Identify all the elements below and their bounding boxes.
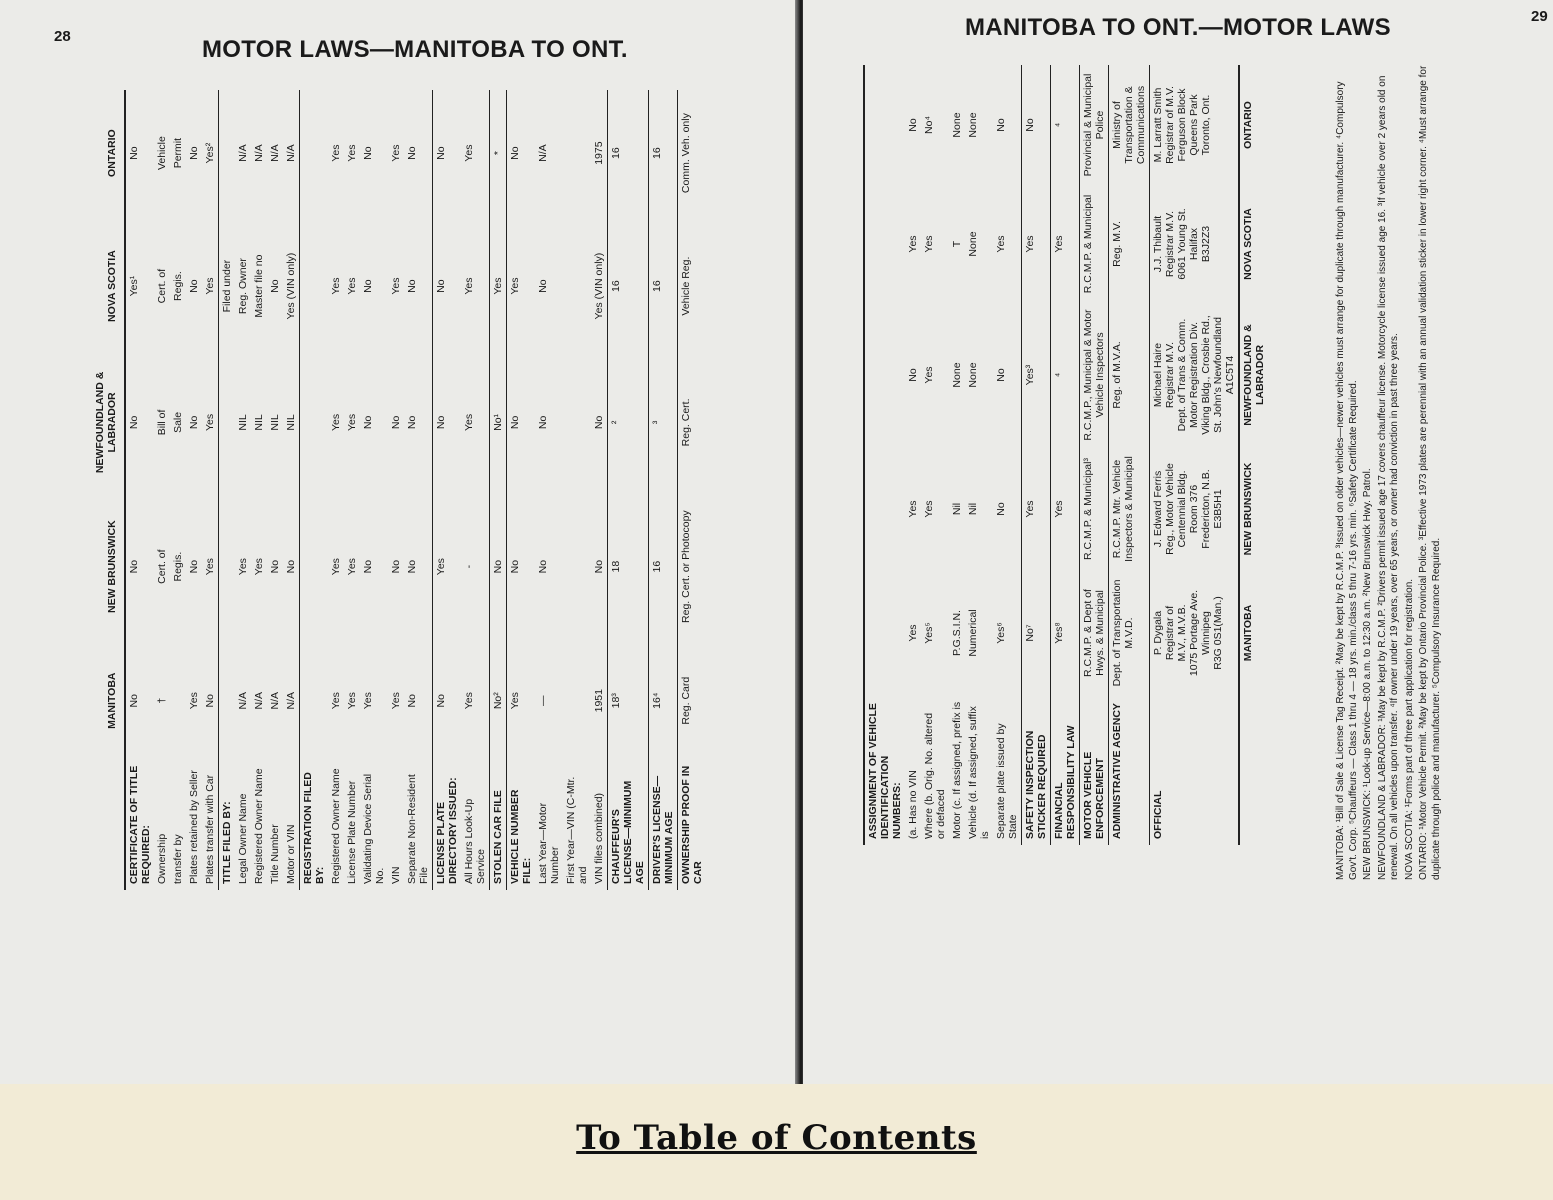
table-cell: No	[390, 415, 402, 430]
table-cell: 18³	[608, 644, 649, 757]
left-motor-laws-table	[92, 90, 706, 890]
table-row	[490, 90, 507, 890]
row-label: transfer by	[172, 834, 184, 884]
table-cell: Yes	[907, 500, 919, 518]
left-table-header	[92, 90, 125, 890]
table-cell: Yes (VIN only)	[593, 252, 605, 320]
table-cell: Yes⁵	[923, 622, 935, 644]
table-cell: R.C.M.P., Municipal & Motor Vehicle Inspectors	[1080, 303, 1109, 447]
table-row	[388, 90, 404, 890]
row-label: Last Year—Motor Number	[537, 802, 561, 884]
table-cell: No	[490, 489, 507, 644]
table-cell: Yes	[330, 558, 342, 576]
table-cell: None	[967, 231, 979, 257]
table-cell: Filed under	[219, 216, 236, 356]
row-label: Separate plate issued by State	[995, 723, 1019, 839]
table-row	[170, 90, 186, 890]
table-row	[235, 90, 251, 890]
table-cell: Cert. of	[156, 549, 168, 584]
page-number-right: 29	[1531, 8, 1548, 25]
table-cell: ³	[649, 356, 678, 489]
table-cell: Yes	[463, 413, 475, 431]
table-cell: No	[593, 559, 605, 574]
table-cell: No⁷	[1022, 571, 1051, 695]
table-cell: Yes⁸	[1051, 571, 1080, 695]
table-row	[993, 65, 1022, 845]
table-row	[1022, 65, 1051, 845]
table-cell	[563, 489, 591, 644]
table-cell: Yes	[346, 413, 358, 431]
table-row	[344, 90, 360, 890]
table-cell: Ministry of Transportation & Communications	[1109, 65, 1150, 185]
toc-link-container	[0, 1118, 1553, 1158]
table-cell: No	[433, 216, 462, 356]
table-cell: N/A	[537, 144, 549, 162]
table-cell: Sale	[172, 411, 184, 433]
table-row	[219, 90, 236, 890]
table-cell: J. Edward Ferris Reg., Motor Vehicle Centennial Bldg. Room 376 Fredericton, N.B. E3B5H1	[1150, 447, 1240, 571]
table-cell: No	[188, 146, 200, 160]
footnote-nova-scotia: NOVA SCOTIA: ¹Forms part of three part application for registration.	[1403, 578, 1415, 880]
table-cell: N/A	[253, 144, 265, 162]
table-cell: N/A	[253, 691, 265, 710]
table-cell: N/A	[269, 691, 281, 710]
table-cell	[300, 644, 329, 757]
table-cell: No¹	[490, 356, 507, 489]
table-cell	[219, 644, 236, 757]
table-row	[461, 90, 490, 890]
table-cell: Vehicle	[156, 136, 168, 171]
table-cell: No	[537, 279, 549, 293]
row-label: VEHICLE NUMBER FILE:	[507, 757, 536, 890]
table-cell: Yes	[346, 144, 358, 162]
table-cell: Yes	[390, 144, 402, 162]
table-cell: N/A	[237, 144, 249, 162]
row-label: OWNERSHIP PROOF IN CAR	[678, 757, 707, 890]
table-cell: No	[433, 356, 462, 489]
right-table-rotated	[863, 65, 1268, 845]
row-label: Validating Device Serial No.	[362, 773, 386, 884]
running-head-right: MANITOBA TO ONT.—MOTOR LAWS	[965, 14, 1391, 41]
row-label: MOTOR VEHICLE ENFORCEMENT	[1080, 695, 1109, 845]
table-cell: NIL	[237, 414, 249, 431]
table-cell: Provincial & Municipal Police	[1080, 65, 1109, 185]
row-label: OFFICIAL	[1150, 695, 1240, 845]
table-cell: Yes	[995, 235, 1007, 253]
table-cell: No	[188, 415, 200, 430]
table-cell: Master file no	[253, 254, 265, 318]
row-label: Where (b. Orig. No. altered or defaced	[923, 712, 947, 839]
table-cell: No	[995, 502, 1007, 516]
table-cell	[563, 644, 591, 757]
table-cell: No	[406, 146, 418, 160]
table-cell: †	[156, 697, 168, 704]
row-label: License Plate Number	[346, 780, 358, 884]
row-label: Separate Non-Resident File	[406, 774, 430, 884]
column-footer: ONTARIO	[1239, 65, 1268, 185]
table-cell: Nil	[967, 502, 979, 516]
table-cell: No	[907, 368, 919, 382]
table-row	[154, 90, 170, 890]
table-cell: Yes	[463, 277, 475, 295]
table-cell: Yes	[362, 692, 374, 710]
row-label: Motor (c. If assigned, prefix is	[951, 701, 963, 839]
left-page	[0, 0, 797, 1084]
table-row	[1109, 65, 1150, 845]
table-cell: Regis.	[172, 551, 184, 582]
column-header: ONTARIO	[92, 90, 125, 216]
table-row	[251, 90, 267, 890]
table-cell: M. Larratt Smith Registrar of M.V. Ferguson Block Queens Park Toronto, Ont.	[1150, 65, 1240, 185]
table-row	[1080, 65, 1109, 845]
row-label: Motor or VIN	[285, 824, 297, 884]
table-cell: No	[269, 279, 281, 293]
table-cell: Yes	[923, 235, 935, 253]
table-cell: No²	[490, 644, 507, 757]
row-label: First Year—VIN (C-Mtr. and	[565, 776, 589, 884]
table-cell: None	[951, 112, 963, 138]
table-cell: 16	[608, 90, 649, 216]
table-row	[267, 90, 283, 890]
table-cell	[864, 571, 905, 695]
table-cell	[864, 185, 905, 303]
table-cell: Yes	[507, 216, 536, 356]
table-cell: N/A	[285, 144, 297, 162]
table-cell: 16	[649, 216, 678, 356]
table-cell: No	[406, 694, 418, 708]
table-cell: Yes¹	[125, 216, 154, 356]
column-header: NOVA SCOTIA	[92, 216, 125, 356]
table-cell	[563, 356, 591, 489]
table-cell: No	[125, 90, 154, 216]
table-cell: Yes	[204, 413, 216, 431]
page-number-left: 28	[54, 28, 71, 45]
column-header: NEW BRUNSWICK	[92, 489, 125, 644]
table-cell: Permit	[172, 137, 184, 169]
table-cell: No	[537, 559, 549, 574]
table-cell: Vehicle Reg.	[678, 216, 707, 356]
table-cell: Reg. Cert.	[678, 356, 707, 489]
table-cell: Yes	[330, 277, 342, 295]
table-cell	[219, 489, 236, 644]
table-cell: No	[593, 415, 605, 430]
table-cell: Reg. Cert. or Photocopy	[678, 489, 707, 644]
table-cell	[300, 90, 329, 216]
table-cell: No	[995, 118, 1007, 132]
table-row	[202, 90, 219, 890]
table-cell: Yes	[330, 144, 342, 162]
table-cell: R.C.M.P. Mtr. Vehicle Inspectors & Municipal	[1109, 447, 1150, 571]
footer-blank	[1239, 695, 1268, 845]
table-cell: *	[490, 90, 507, 216]
table-cell	[300, 216, 329, 356]
table-row	[535, 90, 563, 890]
running-head-left: MOTOR LAWS—MANITOBA TO ONT.	[202, 36, 628, 63]
table-cell: Yes	[253, 558, 265, 576]
table-cell: P.G.S.I.N.	[951, 610, 963, 656]
table-row	[404, 90, 433, 890]
table-cell: Cert. of	[156, 268, 168, 304]
table-cell: Yes	[204, 558, 216, 576]
row-label: ASSIGNMENT OF VEHICLE IDENTIFICATION NUMBERS:	[864, 695, 905, 845]
table-cell: Comm. Veh. only	[678, 90, 707, 216]
table-cell: NIL	[269, 414, 281, 431]
table-cell: N/A	[269, 144, 281, 162]
row-label: FINANCIAL RESPONSIBILITY LAW	[1051, 695, 1080, 845]
table-row	[328, 90, 344, 890]
table-cell: No	[507, 356, 536, 489]
table-cell: 16⁴	[649, 644, 678, 757]
table-cell	[300, 489, 329, 644]
table-row	[1150, 65, 1240, 845]
table-cell: Yes	[390, 277, 402, 295]
table-cell: Numerical	[967, 609, 979, 657]
table-cell: No	[204, 694, 216, 708]
table-cell: Yes	[907, 235, 919, 253]
table-cell	[864, 447, 905, 571]
table-cell: No	[269, 559, 281, 574]
table-cell: Yes	[923, 500, 935, 518]
table-cell: No	[907, 118, 919, 132]
table-cell: None	[967, 112, 979, 138]
table-cell: R.C.M.P. & Municipal	[1080, 185, 1109, 303]
table-row	[1051, 65, 1080, 845]
table-cell: Yes	[346, 277, 358, 295]
left-table-rotated	[92, 90, 706, 890]
table-row	[125, 90, 154, 890]
table-cell: Yes	[330, 413, 342, 431]
table-of-contents-link[interactable]: To Table of Contents	[576, 1118, 977, 1158]
table-cell: Reg. M.V.	[1109, 185, 1150, 303]
table-row	[864, 65, 905, 845]
table-cell	[219, 90, 236, 216]
row-label: Ownership	[156, 833, 168, 884]
column-header: NEWFOUNDLAND & LABRADOR	[92, 356, 125, 489]
table-cell: No	[362, 559, 374, 574]
footnote-ontario: ONTARIO: ¹Motor Vehicle Permit. ²May be kept by Ontario Provincial Police. ³Effective 1973 plates are perennial with an annual validation sticker in lower right corner. ⁴Must arrange for duplicate through police and manufacturer. ⁵Compulsory Insurance Required.	[1418, 65, 1442, 880]
table-cell: N/A	[285, 691, 297, 710]
row-label: Title Number	[269, 824, 281, 884]
table-row	[649, 90, 678, 890]
table-cell: Reg. of M.V.A.	[1109, 303, 1150, 447]
table-cell: Yes	[923, 366, 935, 384]
table-cell: No	[188, 559, 200, 574]
table-cell: -	[463, 564, 475, 569]
table-row	[965, 65, 993, 845]
right-motor-laws-table	[863, 65, 1268, 845]
footnotes	[1335, 60, 1445, 880]
table-row	[283, 90, 300, 890]
row-label: All Hours Look-Up Service	[463, 798, 487, 884]
table-cell: Yes	[346, 692, 358, 710]
table-cell: Yes	[507, 644, 536, 757]
table-row	[300, 90, 329, 890]
right-page	[803, 0, 1553, 1084]
table-cell: Yes	[1022, 185, 1051, 303]
row-label: Plates retained by Seller	[188, 770, 200, 884]
row-label: Plates transfer with Car	[204, 774, 216, 884]
table-cell: NIL	[285, 414, 297, 431]
table-cell: No	[995, 368, 1007, 382]
table-cell: Yes	[346, 558, 358, 576]
table-cell: 1951	[593, 689, 605, 713]
table-cell: Yes (VIN only)	[285, 252, 297, 320]
table-cell: Yes	[188, 692, 200, 710]
row-label: ADMINISTRATIVE AGENCY	[1109, 695, 1150, 845]
footnote-manitoba: MANITOBA: ¹Bill of Sale & License Tag Receipt. ²May be kept by R.C.M.P. ³Issued on older vehicles—newer vehicles must arrange for duplicate through manufacturer. ⁴Compulsory Gov't. Corp. ⁵Chauffeurs — Class 1 thru 4 — 18 yrs. min./class 5 thru 7-16 yrs. min. ⁶Safety Certificate Required.	[1335, 81, 1359, 880]
table-cell: Regis.	[172, 271, 184, 301]
table-cell: Yes	[907, 624, 919, 642]
table-cell: Yes³	[1022, 303, 1051, 447]
table-cell: None	[951, 362, 963, 388]
table-cell: Yes	[463, 144, 475, 162]
table-cell	[170, 644, 186, 757]
row-label: LICENSE PLATE DIRECTORY ISSUED:	[433, 757, 462, 890]
column-footer: NEW BRUNSWICK	[1239, 447, 1268, 571]
table-cell: Yes	[390, 692, 402, 710]
table-cell: No	[285, 559, 297, 574]
table-cell: None	[967, 362, 979, 388]
table-cell: T	[951, 240, 963, 248]
table-cell: ²	[608, 356, 649, 489]
table-cell: 18	[608, 489, 649, 644]
table-cell: No	[125, 644, 154, 757]
table-cell: R.C.M.P. & Municipal³	[1080, 447, 1109, 571]
right-table-footer	[1239, 65, 1268, 845]
table-cell: No	[125, 356, 154, 489]
table-cell: Yes⁶	[995, 622, 1007, 644]
table-cell: No	[125, 489, 154, 644]
table-cell: Yes	[433, 489, 462, 644]
column-footer: MANITOBA	[1239, 571, 1268, 695]
row-label: CHAUFFEUR'S LICENSE—MINIMUM AGE	[608, 757, 649, 890]
table-cell: Reg. Owner	[237, 258, 249, 315]
table-cell: No⁴	[923, 116, 935, 134]
row-label: TITLE FILED BY:	[219, 757, 236, 890]
table-row	[360, 90, 388, 890]
table-cell: No	[188, 279, 200, 293]
table-cell: Nil	[951, 502, 963, 516]
table-row	[921, 65, 949, 845]
table-row	[507, 90, 536, 890]
table-cell	[219, 356, 236, 489]
table-cell: Bill of	[156, 409, 168, 436]
table-cell: P. Dygala Registrar of M.V., M.V.B. 1075 Portage Ave. Winnipeg R3G 0S1(Man.)	[1150, 571, 1240, 695]
table-row	[433, 90, 462, 890]
column-footer: NOVA SCOTIA	[1239, 185, 1268, 303]
table-cell: No	[406, 279, 418, 293]
row-label: REGISTRATION FILED BY:	[300, 757, 329, 890]
table-cell: No	[362, 415, 374, 430]
table-cell: No	[406, 415, 418, 430]
table-row	[678, 90, 707, 890]
table-cell: Yes	[1051, 447, 1080, 571]
table-cell: 16	[608, 216, 649, 356]
table-cell: No	[406, 559, 418, 574]
row-label: Legal Owner Name	[237, 793, 249, 884]
row-label: STOLEN CAR FILE	[490, 757, 507, 890]
footnote-new-brunswick: NEW BRUNSWICK: ¹Look-up Service—8:00 a.m. to 12:30 a.m. ²New Brunswick Hwy. Patrol.	[1362, 468, 1373, 880]
table-row	[608, 90, 649, 890]
row-label: CERTIFICATE OF TITLE REQUIRED:	[125, 757, 154, 890]
table-cell: No	[433, 90, 462, 216]
table-cell: No	[362, 146, 374, 160]
row-label: DRIVER'S LICENSE—MINIMUM AGE	[649, 757, 678, 890]
column-footer: NEWFOUNDLAND & LABRADOR	[1239, 303, 1268, 447]
table-cell: J.J. Thibault Registrar M.V. 6061 Young St. Halifax B3J2Z3	[1150, 185, 1240, 303]
table-cell: No	[362, 279, 374, 293]
table-cell: NIL	[253, 414, 265, 431]
row-label: VIN files combined)	[593, 792, 605, 884]
table-cell: ⁴	[1051, 65, 1080, 185]
table-cell: Yes	[237, 558, 249, 576]
table-cell	[563, 216, 591, 356]
table-cell: No	[537, 415, 549, 430]
table-cell	[864, 65, 905, 185]
table-cell: 16	[649, 90, 678, 216]
table-cell	[864, 303, 905, 447]
table-cell: Reg. Card	[678, 644, 707, 757]
table-cell: Yes	[204, 277, 216, 295]
row-label: (a. Has no VIN	[907, 770, 919, 839]
table-row	[186, 90, 202, 890]
table-cell	[300, 356, 329, 489]
table-row	[591, 90, 608, 890]
table-cell: Yes	[463, 692, 475, 710]
table-row	[905, 65, 921, 845]
table-row	[563, 90, 591, 890]
table-cell: R.C.M.P. & Dept of Hwys. & Municipal	[1080, 571, 1109, 695]
table-cell: Yes	[1022, 447, 1051, 571]
table-cell	[563, 90, 591, 216]
row-label: Registered Owner Name	[330, 768, 342, 884]
table-cell: Yes	[1051, 185, 1080, 303]
table-cell: Dept. of Transportation M.V.D.	[1109, 571, 1150, 695]
header-blank	[92, 757, 125, 890]
table-cell: 16	[649, 489, 678, 644]
table-cell: Yes	[490, 216, 507, 356]
table-cell: —	[537, 695, 549, 706]
row-label: Vehicle (d. If assigned, suffix is	[967, 706, 991, 839]
footnote-newfoundland: NEWFOUNDLAND & LABRADOR: ¹May be kept by R.C.M.P. ²Drivers permit issued age 17 covers chauffeur license. Motorcycle license issued age 16. ³If vehicle over 2 years old on renewal. On all vehicles upon transfer. ⁴If owner under 19 years, over 65 years, or owner had conviction in past three years.	[1376, 75, 1400, 880]
table-cell: Yes	[330, 692, 342, 710]
row-label: VIN	[390, 866, 402, 884]
table-cell: 1975	[593, 141, 605, 165]
table-cell: No	[1022, 65, 1051, 185]
table-cell: No	[433, 644, 462, 757]
table-cell: No	[390, 559, 402, 574]
table-cell: N/A	[237, 691, 249, 710]
table-cell: Yes²	[204, 142, 216, 164]
table-cell: ⁴	[1051, 303, 1080, 447]
table-cell: Michael Haire Registrar M.V. Dept. of Trans & Comm. Motor Registration Div. Viking Bldg., Crosbie Rd., St. John's Newfoundland A1C5T4	[1150, 303, 1240, 447]
row-label: SAFETY INSPECTION STICKER REQUIRED	[1022, 695, 1051, 845]
table-cell: No	[507, 90, 536, 216]
column-header: MANITOBA	[92, 644, 125, 757]
table-row	[949, 65, 965, 845]
row-label: Registered Owner Name	[253, 768, 265, 884]
table-cell: No	[507, 489, 536, 644]
